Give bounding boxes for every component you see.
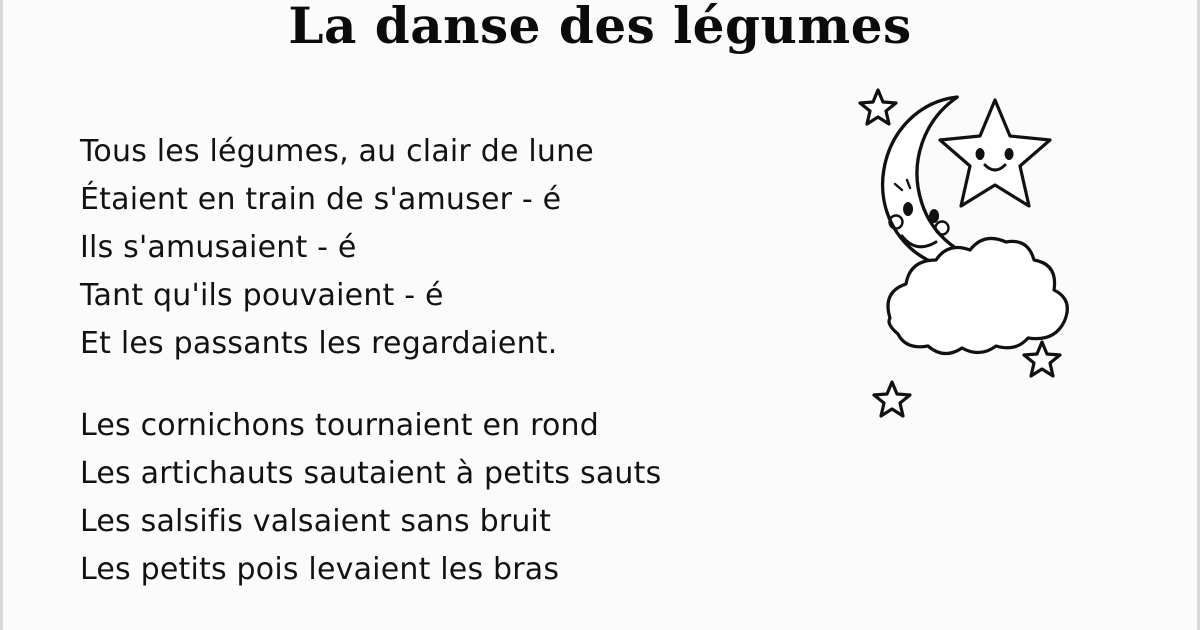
- poem-line: Les cornichons tournaient en rond: [80, 408, 599, 443]
- stanza: [80, 128, 840, 368]
- page-title: La danse des légumes: [288, 0, 912, 55]
- poem-line: Les salsifis valsaient sans bruit: [80, 504, 552, 539]
- poem-line: Ils s'amusaient - é: [80, 230, 357, 265]
- small-star-top-icon: [860, 90, 896, 124]
- small-star-bottom-icon: [874, 382, 910, 416]
- small-star-right-icon: [1024, 342, 1060, 376]
- poem-line: Tous les légumes, au clair de lune: [80, 134, 594, 169]
- left-margin-rule: [0, 0, 3, 630]
- moon-star-cloud-illustration: [830, 70, 1080, 430]
- poem-line: Les petits pois levaient les bras: [80, 552, 560, 587]
- poem-line: Tant qu'ils pouvaient - é: [80, 278, 444, 313]
- poem-line: Et les passants les regardaient.: [80, 326, 558, 361]
- stanza: [80, 402, 840, 594]
- poem-line: Les artichauts sautaient à petits sauts: [80, 456, 662, 491]
- poem-line: Étaient en train de s'amuser - é: [80, 182, 562, 217]
- poem-body: [80, 128, 840, 594]
- large-star-with-face-icon: [940, 100, 1050, 206]
- cloud-icon: [888, 238, 1067, 353]
